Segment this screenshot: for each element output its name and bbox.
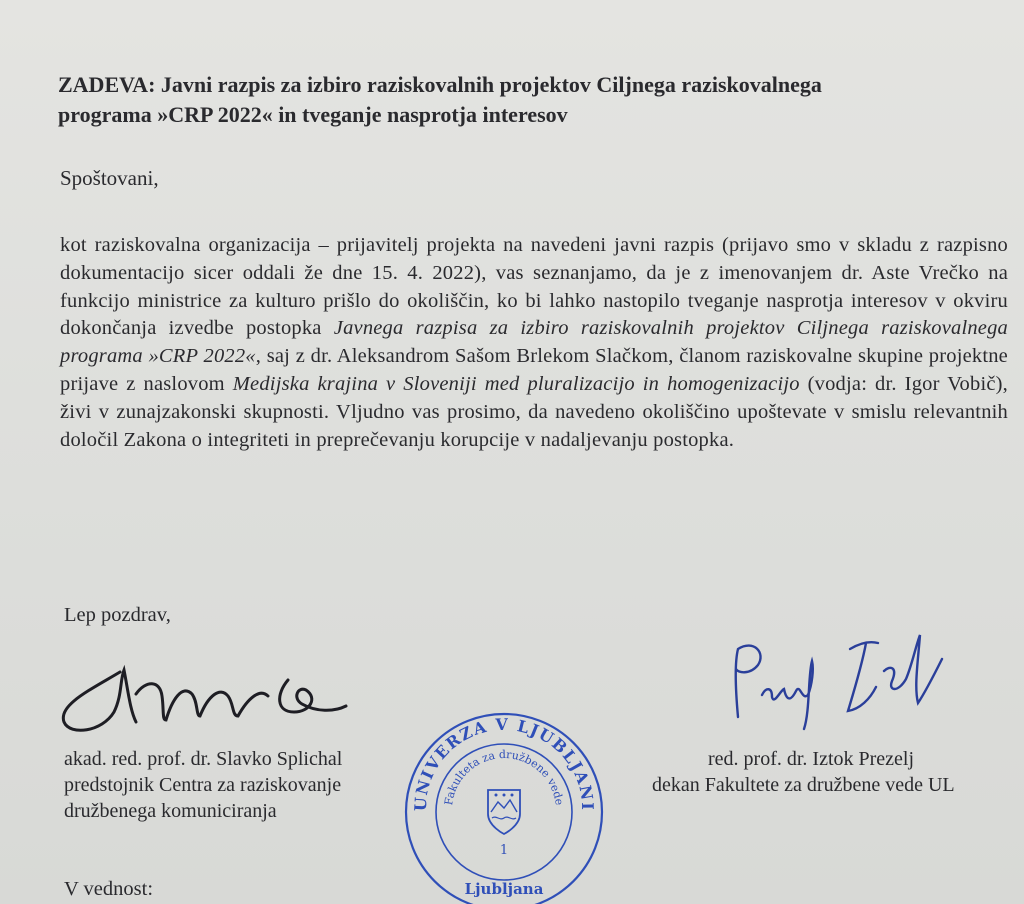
stamp-number: 1: [499, 843, 509, 858]
signer-left-block: [64, 746, 342, 824]
svg-text:UNIVERZA V LJUBLJANI: [411, 715, 597, 812]
subject-heading: [58, 70, 978, 130]
body-paragraph: [60, 232, 1008, 454]
university-stamp-seal: [396, 700, 612, 904]
body-text-part-2: , saj z dr. Aleksandrom Sašom Brlekom Slačkom, članom raziskovalne skupine projektne prijave z naslovom: [60, 345, 1008, 395]
signer-right-role: dekan Fakultete za družbene vede UL: [652, 774, 955, 796]
stamp-city: Ljubljana: [464, 880, 544, 898]
body-italic-project-title: Medijska krajina v Sloveniji med pluralizacijo in homogenizacijo: [232, 372, 800, 395]
svg-text:Fakulteta za družbene vede: [442, 748, 566, 806]
greeting: Spoštovani,: [60, 166, 159, 190]
body-text-part-3: (vodja: dr. Igor Vobič), živi v zunajzakonski skupnosti. Vljudno vas prosimo, da navedeno okoliščino upoštevate v smislu relevantnih določil Zakona o integriteti in preprečevanju korupcije v nadaljevanju postopka.: [60, 372, 1008, 451]
stamp-inner-text: Fakulteta za družbene vede: [442, 747, 566, 807]
signature-right-image: [720, 625, 960, 735]
cc-label: V vednost:: [64, 878, 154, 900]
body-italic-call-title: Javnega razpisa za izbiro raziskovalnih projektov Ciljnega raziskovalnega programa »CRP 2022«: [60, 317, 1008, 368]
signer-right-block: [652, 746, 955, 798]
stamp-outer-text: UNIVERZA V LJUBLJANI: [410, 714, 598, 812]
signature-left-image: [50, 650, 350, 740]
subject-line-1: ZADEVA: Javni razpis za izbiro raziskovalnih projektov Ciljnega raziskovalnega: [58, 72, 822, 97]
body-text-part-1: kot raziskovalna organizacija – prijavitelj projekta na navedeni javni razpis (prijavo smo v skladu z razpisno dokumentacijo sicer oddali že dne 15. 4. 2022), vas seznanjamo, da je z imenovanjem dr. Aste Vrečko na funkcijo ministrice za kulturo prišlo do okoliščin, ko bi lahko nastopilo tveganje nasprotja interesov v okviru dokončanja izvedbe postopka: [60, 234, 1008, 340]
signer-left-name: akad. red. prof. dr. Slavko Splichal: [64, 748, 343, 770]
subject-line-2: programa »CRP 2022« in tveganje nasprotja interesov: [58, 102, 568, 127]
signer-right-name: red. prof. dr. Iztok Prezelj: [708, 748, 915, 770]
signer-left-role-1: predstojnik Centra za raziskovanje: [64, 774, 342, 796]
closing-salutation: Lep pozdrav,: [64, 604, 171, 626]
slovenia-coat-of-arms-icon: [488, 790, 520, 834]
signer-left-role-2: družbenega komuniciranja: [64, 800, 277, 822]
